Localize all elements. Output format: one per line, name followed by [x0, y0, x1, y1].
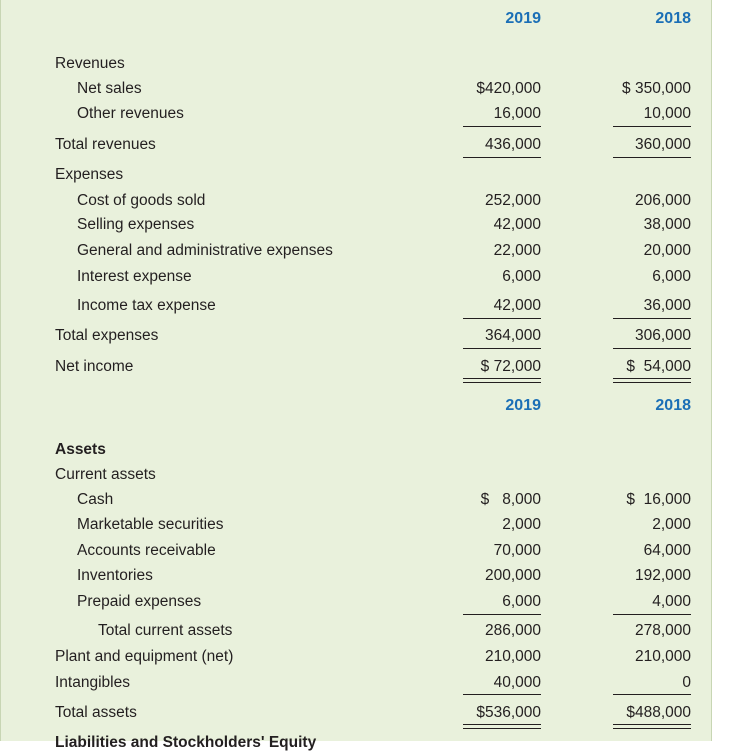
value-2019: 286,000 — [484, 622, 541, 639]
value-2018: 4,000 — [652, 593, 691, 610]
statement-row — [1, 702, 713, 724]
statement-row — [1, 591, 713, 613]
double-underline — [613, 724, 691, 729]
row-label: Net sales — [77, 80, 142, 97]
statement-row — [1, 620, 713, 642]
value-2018: 192,000 — [634, 567, 691, 584]
underline — [463, 318, 541, 319]
value-2019: 22,000 — [493, 242, 541, 259]
value-2019: 6,000 — [502, 268, 541, 285]
row-label: Cash — [77, 491, 114, 508]
value-2019: $536,000 — [476, 704, 541, 721]
statement-row — [1, 78, 713, 100]
value-2019: 364,000 — [484, 327, 541, 344]
statement-row — [1, 540, 713, 562]
year-header-2019: 2019 — [505, 397, 541, 414]
value-2019: 200,000 — [484, 567, 541, 584]
row-label: Cost of goods sold — [77, 192, 206, 209]
statement-row — [1, 295, 713, 317]
value-2019: 40,000 — [493, 674, 541, 691]
value-2018: 210,000 — [634, 648, 691, 665]
underline — [463, 157, 541, 158]
statement-row — [1, 356, 713, 378]
value-2018: 64,000 — [643, 542, 691, 559]
value-2018: $ 350,000 — [622, 80, 691, 97]
underline — [463, 348, 541, 349]
statement-row — [1, 134, 713, 156]
assets-heading-row — [1, 439, 713, 461]
liabilities-heading-cut: Liabilities and Stockholders' Equity — [55, 734, 317, 751]
assets-heading: Assets — [55, 441, 106, 458]
value-2019: 6,000 — [502, 593, 541, 610]
underline — [613, 318, 691, 319]
statement-row — [1, 266, 713, 288]
underline — [613, 614, 691, 615]
value-2018: 306,000 — [634, 327, 691, 344]
row-label: General and administrative expenses — [77, 242, 333, 259]
statement-row — [1, 672, 713, 694]
row-label: Total current assets — [98, 622, 233, 639]
row-label: Intangibles — [55, 674, 130, 691]
underline — [613, 348, 691, 349]
value-2018: $488,000 — [626, 704, 691, 721]
value-2018: 38,000 — [643, 216, 691, 233]
value-2018: 6,000 — [652, 268, 691, 285]
underline — [613, 157, 691, 158]
statement-row — [1, 190, 713, 212]
value-2019: 436,000 — [484, 136, 541, 153]
statement-row — [1, 325, 713, 347]
value-2019: $ 8,000 — [480, 491, 541, 508]
value-2018: 2,000 — [652, 516, 691, 533]
value-2018: 360,000 — [634, 136, 691, 153]
current-assets-heading: Current assets — [55, 466, 156, 483]
year-header-2018: 2018 — [655, 10, 691, 27]
row-label: Income tax expense — [77, 297, 216, 314]
row-label: Inventories — [77, 567, 153, 584]
value-2018: 0 — [682, 674, 691, 691]
underline — [463, 694, 541, 695]
value-2019: 16,000 — [493, 105, 541, 122]
statement-row — [1, 489, 713, 511]
value-2018: 36,000 — [643, 297, 691, 314]
statement-row — [1, 103, 713, 125]
double-underline — [613, 378, 691, 383]
underline — [613, 126, 691, 127]
value-2018: $ 16,000 — [626, 491, 691, 508]
revenues-heading: Revenues — [55, 55, 125, 72]
row-label: Net income — [55, 358, 134, 375]
value-2018: $ 54,000 — [626, 358, 691, 375]
underline — [613, 694, 691, 695]
value-2019: 2,000 — [502, 516, 541, 533]
row-label: Accounts receivable — [77, 542, 216, 559]
double-underline — [463, 724, 541, 729]
row-label: Plant and equipment (net) — [55, 648, 234, 665]
value-2018: 10,000 — [643, 105, 691, 122]
underline — [463, 126, 541, 127]
row-label: Total assets — [55, 704, 137, 721]
statement-row — [1, 214, 713, 236]
row-label: Prepaid expenses — [77, 593, 202, 610]
row-label: Marketable securities — [77, 516, 224, 533]
value-2019: $420,000 — [476, 80, 541, 97]
value-2018: 206,000 — [634, 192, 691, 209]
row-label: Other revenues — [77, 105, 184, 122]
value-2019: 210,000 — [484, 648, 541, 665]
statement-row — [1, 565, 713, 587]
value-2019: 252,000 — [484, 192, 541, 209]
statement-row — [1, 240, 713, 262]
row-label: Selling expenses — [77, 216, 195, 233]
value-2019: $ 72,000 — [480, 358, 541, 375]
current-assets-heading-row — [1, 464, 713, 486]
value-2019: 70,000 — [493, 542, 541, 559]
expenses-heading-row — [1, 164, 713, 186]
statement-row — [1, 514, 713, 536]
value-2018: 278,000 — [634, 622, 691, 639]
row-label: Interest expense — [77, 268, 192, 285]
statement-row — [1, 646, 713, 668]
revenues-heading-row — [1, 53, 713, 75]
row-label: Total revenues — [55, 136, 156, 153]
double-underline — [463, 378, 541, 383]
value-2018: 20,000 — [643, 242, 691, 259]
underline — [463, 614, 541, 615]
year-header-2018: 2018 — [655, 397, 691, 414]
value-2019: 42,000 — [493, 216, 541, 233]
year-header-2019: 2019 — [505, 10, 541, 27]
expenses-heading: Expenses — [55, 166, 124, 183]
row-label: Total expenses — [55, 327, 159, 344]
value-2019: 42,000 — [493, 297, 541, 314]
